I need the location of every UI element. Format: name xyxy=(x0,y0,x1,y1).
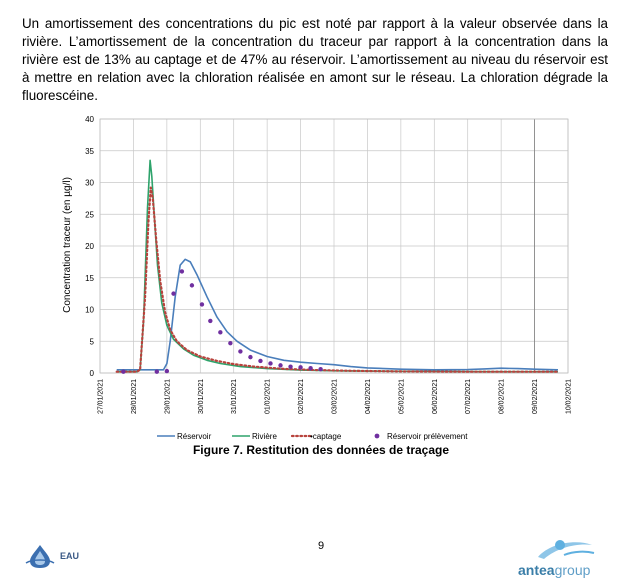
y-tick-label: 10 xyxy=(85,305,94,315)
x-tick-label: 07/02/2021 xyxy=(465,379,473,415)
y-tick-label: 20 xyxy=(85,242,94,251)
y-tick-label: 40 xyxy=(85,115,94,124)
x-tick-label: 31/01/2021 xyxy=(231,379,239,415)
antea-logo-text: anteagroup xyxy=(518,562,591,578)
y-tick-label: 25 xyxy=(85,210,94,220)
reservoir-sample-point xyxy=(180,269,184,273)
body-paragraph: Un amortissement des concentrations du pic est noté par rapport à la valeur observée dans la rivière. L’amortissement de la concentration du traceur par rapport à la concentration dans la rivière est de 13% au captage et de 47% au réservoir. L’amortissement au niveau du réservoir est à mettre en relation avec la chloration réalisée en amont sur le réseau. La chloration dégrade la fluorescéine. xyxy=(22,16,608,103)
x-tick-label: 04/02/2021 xyxy=(364,379,372,415)
legend-label: Rivière xyxy=(252,432,277,441)
x-tick-label: 30/01/2021 xyxy=(197,379,205,415)
reservoir-sample-point xyxy=(308,366,312,370)
series-line-2 xyxy=(117,188,558,372)
y-tick-label: 30 xyxy=(85,178,94,188)
legend-label: Réservoir xyxy=(177,432,212,441)
x-tick-label: 09/02/2021 xyxy=(532,379,540,415)
reservoir-sample-point xyxy=(258,359,262,363)
legend-label: •captage xyxy=(310,432,342,441)
reservoir-sample-point xyxy=(228,341,232,345)
page-number: 9 xyxy=(317,540,325,552)
reservoir-sample-point xyxy=(200,302,204,306)
chart-legend xyxy=(157,432,468,441)
reservoir-sample-point xyxy=(121,370,125,374)
y-axis-label: Concentration traceur (en µg/l) xyxy=(62,177,73,313)
reservoir-sample-point xyxy=(318,367,322,371)
x-tick-label: 03/02/2021 xyxy=(331,379,339,415)
reservoir-sample-point xyxy=(190,283,194,287)
x-tick-label: 28/01/2021 xyxy=(130,379,138,415)
x-tick-labels xyxy=(98,379,573,414)
reservoir-sample-point xyxy=(208,319,212,323)
reservoir-sample-point xyxy=(288,364,292,368)
series-line-1 xyxy=(117,160,558,371)
reservoir-sample-point xyxy=(248,355,252,359)
antea-swoosh-icon xyxy=(530,537,600,563)
reservoir-sample-point xyxy=(278,363,282,367)
x-tick-label: 02/02/2021 xyxy=(298,379,306,415)
eau-logo-icon xyxy=(24,543,56,569)
x-tick-label: 05/02/2021 xyxy=(398,379,406,415)
reservoir-sample-point xyxy=(165,369,169,373)
x-tick-label: 29/01/2021 xyxy=(164,379,172,415)
x-tick-label: 01/02/2021 xyxy=(264,379,272,415)
legend-marker xyxy=(375,434,380,439)
reservoir-sample-point xyxy=(155,370,159,374)
y-tick-label: 35 xyxy=(85,146,94,156)
x-tick-label: 06/02/2021 xyxy=(431,379,439,415)
chart-series xyxy=(117,160,558,374)
y-tick-label: 15 xyxy=(85,273,94,283)
y-tick-labels xyxy=(85,115,94,378)
reservoir-sample-point xyxy=(268,361,272,365)
reservoir-sample-point xyxy=(218,330,222,334)
reservoir-sample-point xyxy=(171,291,175,295)
series-line-0 xyxy=(117,259,558,370)
reservoir-sample-point xyxy=(238,349,242,353)
figure-caption: Figure 7. Restitution des données de traçage xyxy=(192,443,450,457)
x-tick-label: 08/02/2021 xyxy=(498,379,506,415)
x-tick-label: 27/01/2021 xyxy=(97,379,105,415)
reservoir-sample-point xyxy=(298,365,302,369)
eau-logo-text: EAU xyxy=(60,551,80,561)
legend-label: Réservoir prélèvement xyxy=(387,432,468,441)
y-tick-label: 0 xyxy=(89,369,94,378)
x-tick-label: 10/02/2021 xyxy=(565,379,573,415)
y-tick-label: 5 xyxy=(89,337,94,347)
